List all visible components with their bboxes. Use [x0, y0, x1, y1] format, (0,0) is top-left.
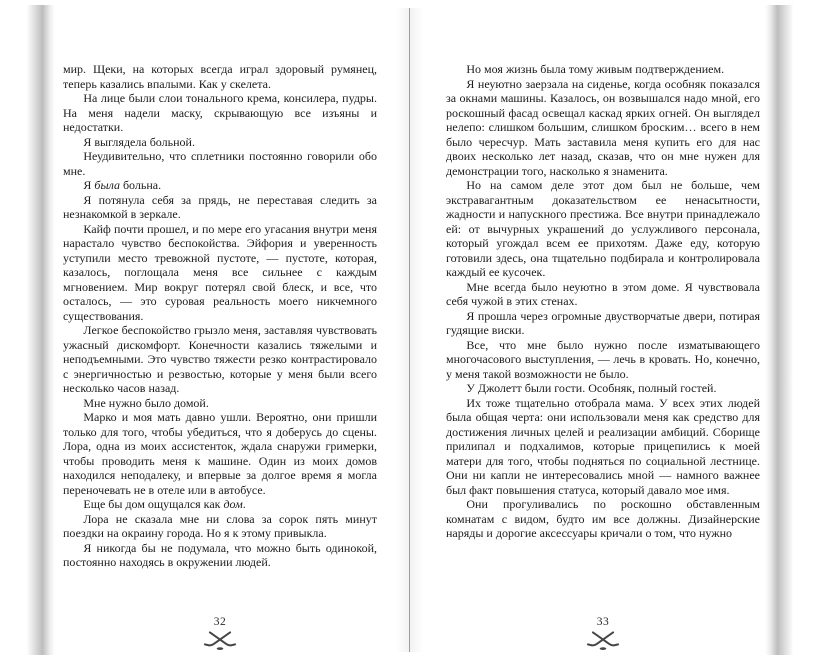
paragraph — [63, 135, 377, 150]
page-right-footer — [446, 616, 760, 656]
paragraph — [63, 541, 377, 570]
paragraph — [63, 323, 377, 396]
text-segment: Лора не сказала мне ни слова за сорок пять минут поездки на окраину города. Но я к этому привыкла. — [63, 511, 377, 540]
paragraph — [446, 309, 760, 338]
paragraph — [446, 62, 760, 77]
paragraph — [63, 62, 377, 91]
text-segment: Их тоже тщательно отобрала мама. У всех этих людей была общая черта: они использовали меня как средство для достижения личных целей и реализации амбиций. Сборище прилипал и подхалимов, которые прицепились к моей матери для того, чтобы подняться по социальной лестнице. Они ни капли не интересовались мной — намного важнее был факт повышения статуса, который давало мое имя. — [446, 395, 760, 497]
text-segment: Все, что мне было нужно после изматывающего многочасового выступления, — лечь в кровать. Но, конечно, у меня такой возможности не было. — [446, 337, 760, 381]
paragraph — [63, 396, 377, 411]
text-segment: больна. — [119, 178, 162, 192]
text-segment: Кайф почти прошел, и по мере его угасания внутри меня нарастало чувство беспокойства. Эйфория и уверенность уступили место тревожной пустоте, — пустоте, которая, казалось, поглощала меня все сильнее с каждым мгновением. Мир вокруг потерял свой блеск, и все, что осталось, — это суровая реальность моего никчемного существования. — [63, 221, 377, 323]
page-left-footer — [63, 616, 377, 656]
text-segment: Марко и моя мать давно ушли. Вероятно, они пришли только для того, чтобы убедиться, что я доберусь до сцены. Лора, одна из моих ассистенток, ждала снаружи гримерки, чтобы проводить меня к машине. Один из моих домов находился неподалеку, и впервые за долгое время я могла переночевать не в отеле или в автобусе. — [63, 410, 377, 497]
text-segment: Я неуютно заерзала на сиденье, когда особняк показался за окнами машины. Казалось, он возвышался надо мной, его роскошный фасад освещал каскад ярких огней. Он выглядел нелепо: слишком большим, слишком броским… всего в нем было чересчур. Мать заставила меня купить его для нас двоих несколько лет назад, сказав, что он мне нужен для демонстрации того, насколько я знаменита. — [446, 76, 760, 178]
page-gutter-divider — [409, 8, 410, 652]
text-segment: Я прошла через огромные двустворчатые двери, потирая гудящие виски. — [446, 308, 760, 337]
crossed-hockey-sticks-icon — [586, 630, 620, 651]
paragraph — [446, 178, 760, 280]
paragraph — [63, 410, 377, 497]
text-segment: Я выглядела больной. — [83, 134, 195, 149]
text-segment: Мне всегда было неуютно в этом доме. Я чувствовала себя чужой в этих стенах. — [446, 279, 760, 308]
gutter-shadow-right — [410, 8, 423, 652]
text-segment: Я потянула себя за прядь, не переставая следить за незнакомкой в зеркале. — [63, 192, 377, 221]
text-segment: Но моя жизнь была тому живым подтверждением. — [466, 62, 725, 76]
text-segment: Неудивительно, что сплетники постоянно говорили обо мне. — [63, 149, 377, 178]
text-segment: Легкое беспокойство грызло меня, заставляя чувствовать ужасный дискомфорт. Конечности казались тяжелыми и неподъемными. Это чувство тяжести резко контрастировало с энергичностью и резвостью, которые у меня были всего несколько часов назад. — [63, 323, 377, 395]
paragraph — [446, 396, 760, 498]
page-edge-left — [27, 5, 55, 655]
paragraph — [446, 77, 760, 179]
text-segment: Еще бы дом ощущался как — [83, 497, 224, 511]
text-segment: Но на самом деле этот дом был не больше, чем экстравагантным доказательством ее ненасытности, жадности и напускного престижа. Все внутри принадлежало ей: от вычурных украшений до услужливого персонала, который угождал всем ее прихотям. Даже еду, которую готовили здесь, она тщательно подбирала и контролировала каждый ее кусочек. — [446, 178, 760, 279]
paragraph — [446, 338, 760, 382]
paragraph — [63, 91, 377, 135]
paragraph — [63, 497, 377, 512]
text-segment: . — [242, 497, 246, 511]
paragraph — [446, 497, 760, 541]
paragraph — [63, 222, 377, 324]
paragraph — [63, 193, 377, 222]
paragraph — [446, 280, 760, 309]
page-number: 32 — [213, 616, 227, 628]
gutter-shadow-left — [396, 8, 409, 652]
paragraph — [63, 178, 377, 193]
paragraph — [446, 381, 760, 396]
text-segment: Мне нужно было домой. — [83, 395, 209, 410]
text-segment: Я никогда бы не подумала, что можно быть одинокой, постоянно находясь в окружении людей. — [63, 540, 377, 569]
page-left-text-column — [63, 62, 377, 614]
page-right-text-column — [446, 62, 760, 614]
paragraph — [63, 512, 377, 541]
text-segment: На лице были слои тонального крема, консилера, пудры. На меня надели маску, скрывающую все изъяны и недостатки. — [63, 91, 377, 134]
crossed-hockey-sticks-icon — [203, 630, 237, 651]
text-segment: У Джолетт были гости. Особняк, полный гостей. — [466, 381, 717, 395]
text-segment: была — [94, 178, 120, 192]
text-segment: мир. Щеки, на которых всегда играл здоровый румянец, теперь казались впалыми. Как у скелета. — [63, 62, 377, 91]
text-segment: Они прогуливались по роскошно обставленным комнатам с видом, будто им все должны. Дизайнерские наряды и дорогие аксессуары кричали о том, что нужно — [446, 497, 760, 540]
text-segment: дом — [223, 497, 243, 511]
page-number: 33 — [596, 616, 610, 628]
text-segment: Я — [83, 178, 95, 192]
page-edge-right — [765, 5, 793, 655]
paragraph — [63, 149, 377, 178]
